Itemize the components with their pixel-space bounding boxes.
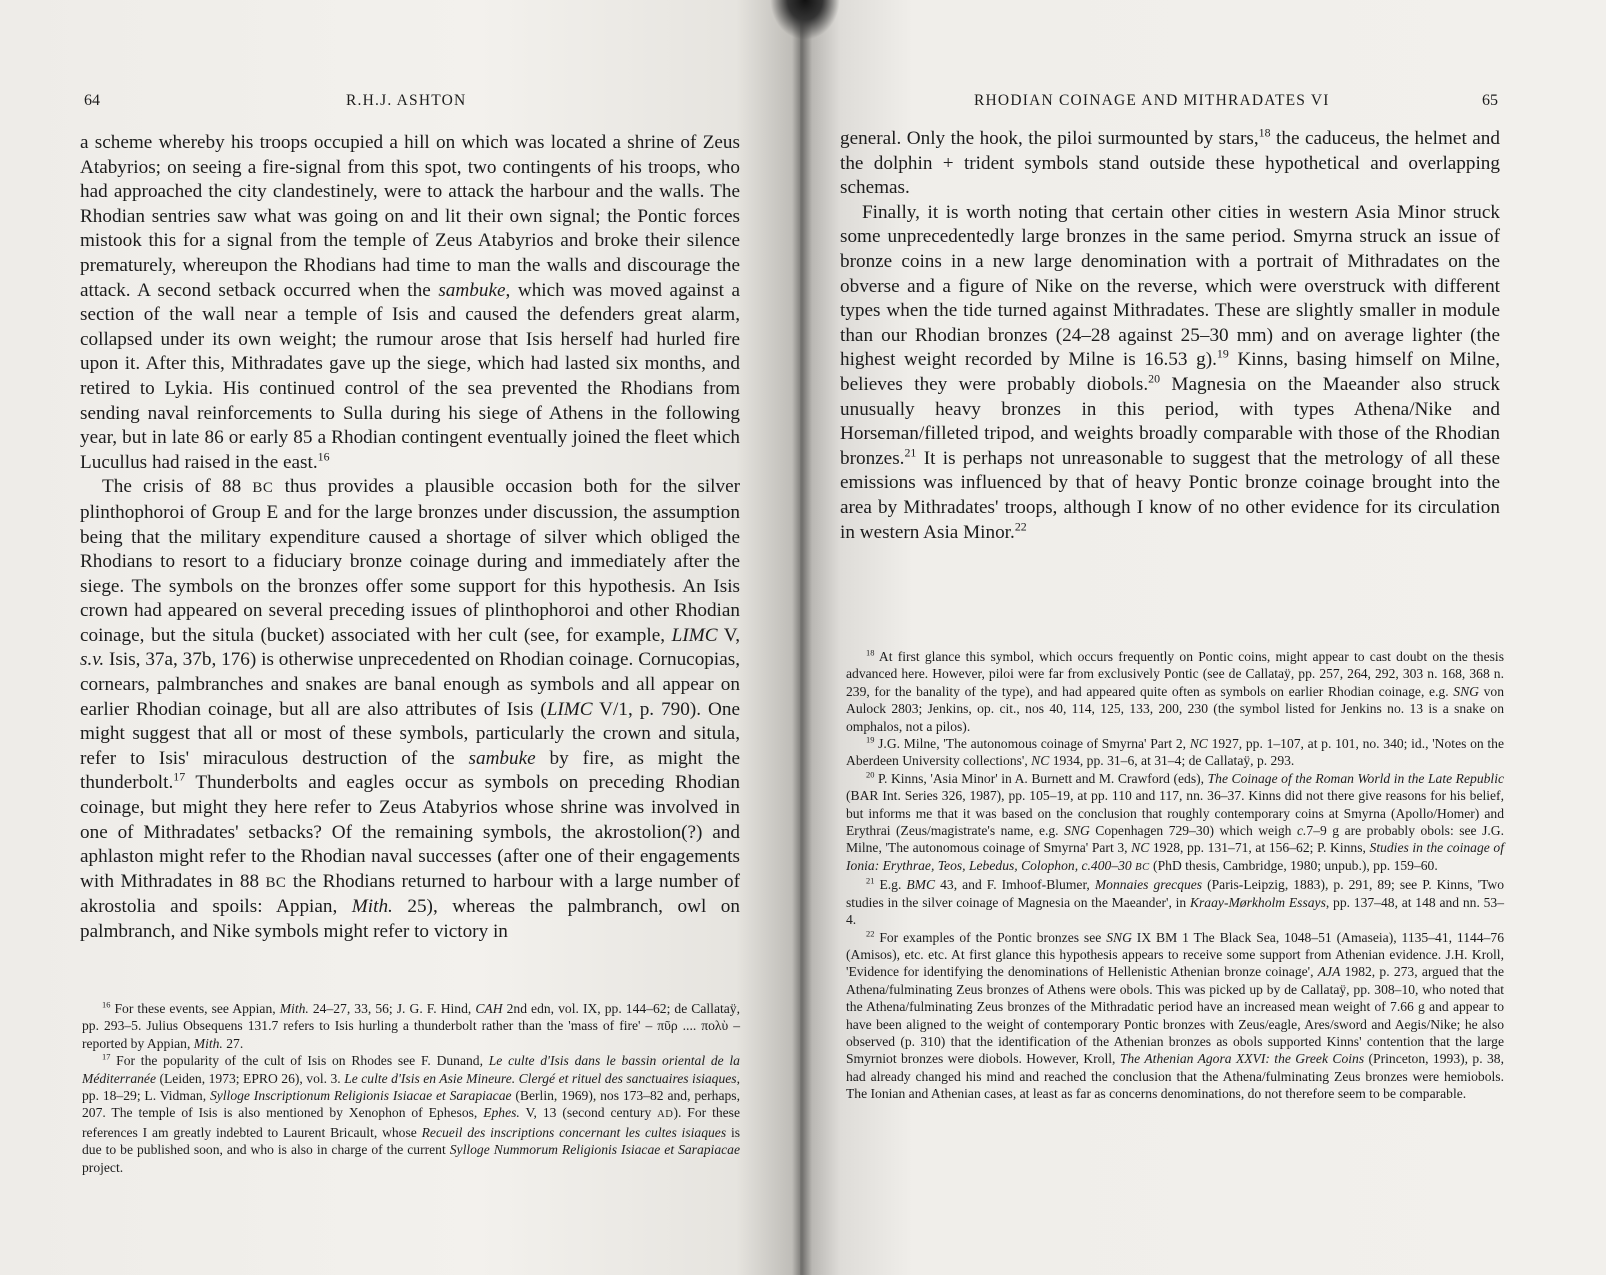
text-run: sambuke [438,279,506,301]
text-run: 1982, p. 273, argued that the Athena/fulminating Zeus bronzes of Athens were obols. This was picked up by de Callataÿ, pp. 308–10, who noted that the Athena/fulminating Zeus bronzes of the Mithradatic period have an increased mean weight of 7.66 g and appear to have been aligned to the weight of contemporary Pontic bronzes with Zeus/eagle, Ares/sword and Aegis/Nike; he also observed (p. 310) that the identification of the Athenian bronzes as obols supported Kinns' contention that the large Smyrniot bronzes were diobols. However, Kroll, [846,964,1504,1067]
footnote-marker: 22 [866,927,875,938]
footnote [846,648,1504,735]
text-run: Recueil des inscriptions concernant les cultes isiaques [421,1124,727,1140]
footnote [846,876,1504,928]
text-run: The Athenian Agora XXVI: the Greek Coins [1119,1051,1365,1067]
text-run: (BAR Int. Series 326, 1987), pp. 105–19, at pp. 110 and 117, nn. 36–37. Kinns did not there give reasons for his belief, but informs me that it was based on the conclusion that roughly contemporary coins at Smyrna (Apollo/Homer) and Erythrai (Zeus/magistrate's name, e.g. [846,788,1504,839]
text-run: Kraay-Mørkholm Essays [1189,894,1326,910]
running-head: R.H.J. ASHTON [346,92,467,109]
text-run: Monnaies grecques [1094,877,1203,893]
footnote-marker: 22 [1014,519,1027,534]
running-head: RHODIAN COINAGE AND MITHRADATES VI [974,92,1330,109]
text-run: Kinns, basing himself on Milne, believes they were probably diobols. [840,349,1500,395]
text-run: Thunderbolts and eagles occur as symbols on preceding Rhodian coinage, but might they here refer to Zeus Atabyrios whose shrine was involved in one of Mithradates' setbacks? Of the remaining symbols, the akrostolion(?) and aphlaston might refer to the Rhodian naval successes (after one of their engagements with Mithradates in 88 [80,772,740,892]
text-run: the Rhodians returned to harbour with a large number of akrostolia and spoils: Appian, [80,870,741,918]
text-run: is due to be published soon, and who is also in charge of the current [82,1124,741,1158]
text-run: 27. [222,1035,244,1051]
text-run: (Berlin, 1969), nos 173–82 and, perhaps, 207. The temple of Isis is also mentioned by Xenophon of Ephesos, [82,1088,740,1121]
text-run: SNG [1453,683,1479,699]
text-run: Mith. [279,1001,309,1016]
text-run: 24–27, 33, 56; J. G. F. Hind, [308,1001,476,1016]
text-run: von Aulock 2803; Jenkins, op. cit., nos 40, 114, 125, 133, 200, 230 (the symbol listed for Jenkins no. 13 is a snake on omphalos, not a pilos). [846,683,1504,734]
text-run: V, 13 (second century [519,1105,658,1121]
text-run: 1927, pp. 1–107, at p. 101, no. 340; id., 'Notes on the Aberdeen University collections', [846,736,1505,769]
text-run: ). For these references I am greatly indebted to Laurent Bricault, whose [82,1105,740,1140]
text-run: IX BM 1 The Black Sea, 1048–51 (Amaseia), 1135–41, 1144–76 (Amisos), etc. etc. At first glance this hypothesis appears to receive some support from Athenian evidence. J.H. Kroll, 'Evidence for identifying the denominations of Hellenistic Athenian bronze coinage', [846,929,1504,980]
paragraph [840,201,1500,545]
text-run: NC [1131,840,1150,856]
text-run: Studies in the coinage of Ionia: Erythrae, Teos, Lebedus, Colophon, c.400–30 [846,840,1504,873]
text-run: c. [1296,823,1307,839]
text-run: For examples of the Pontic bronzes see [874,929,1107,945]
text-run: The Coinage of the Roman World in the Late Republic [1207,770,1505,786]
text-run: J.G. Milne, 'The autonomous coinage of Smyrna' Part 2, [874,736,1190,752]
text-run: Sylloge Nummorum Religionis Isiacae et Sarapiacae [449,1142,740,1158]
text-run: CAH [475,1001,503,1016]
text-run: 43, and F. Imhoof-Blumer, [935,877,1095,893]
text-run: (Leiden, 1973; EPRO 26), vol. 3. [155,1070,345,1086]
text-run: Le culte d'Isis en Asie Mineure. Clergé et rituel des sanctuaires isiaques [344,1070,737,1086]
left-page [0,0,800,1275]
text-run: At first glance this symbol, which occurs frequently on Pontic coins, might appear to cast doubt on the thesis advanced here. However, piloi were far from exclusively Pontic (see de Callataÿ, pp. 257, 264, 292, 303 n. 168, 368 n. 239, for the banality of the type), and had appeared quite often as symbols on earlier Rhodian coinage, e.g. [846,649,1504,699]
text-run: P. Kinns, 'Asia Minor' in A. Burnett and M. Crawford (eds), [874,770,1208,786]
text-run: The crisis of 88 [102,476,253,498]
footnote-marker: 16 [317,449,330,464]
text-run: LIMC [671,624,718,646]
footnote-marker: 16 [102,999,111,1010]
text-run: V/1, p. 790). One might suggest that all or most of these symbols, particularly the crown and situla, refer to Isis' miraculous destruction of the [80,698,740,769]
body-text [80,131,740,945]
footnote [82,1000,740,1052]
text-run: Mith. [351,896,393,918]
text-run: 1934, pp. 31–6, at 31–4; de Callataÿ, p. 293. [1049,753,1295,769]
right-page [800,0,1606,1275]
text-run: thus provides a plausible occasion both for the silver plinthophoroi of Group E and for the large bronzes under discussion, the assumption being that the military expenditure caused a shortage of silver which obliged the Rhodians to resort to a fiduciary bronze coinage during and immediately after the siege. The symbols on the bronzes offer some support for this hypothesis. An Isis crown had appeared on several preceding issues of plinthophoroi and other Rhodian coinage, but the situla (bucket) associated with her cult (see, for example, [80,476,740,646]
text-run: V, [717,624,740,646]
text-run: E.g. [874,877,907,893]
text-run: Isis, 37a, 37b, 176) is otherwise unprecedented on Rhodian coinage. Cornucopias, cornears, palmbranches and snakes are banal enough as symbols and all appear on earlier Rhodian coinage, but all are also attributes of Isis ( [80,649,740,720]
footnote-marker: 21 [904,445,917,460]
text-run: a scheme whereby his troops occupied a hill on which was located a shrine of Zeus Atabyrios; on seeing a fire-signal from this spot, two contingents of his troops, who had approached the city clandestinely, were to attack the harbour and the walls. The Rhodian sentries saw what was going on and lit their own signal; the Pontic forces mistook this for a signal from the temple of Zeus Atabyrios and broke their silence prematurely, whereupon the Rhodians had time to man the walls and discourage the attack. A second setback occurred when the [80,132,740,301]
text-run: sambuke [468,747,536,769]
text-run: 25), whereas the palmbranch, owl on palmbranch, and Nike symbols might refer to victory in [80,896,740,942]
spine-shadow [770,0,840,40]
body-text [840,127,1500,545]
text-run: (Paris-Leipzig, 1883), p. 291, 89; see P. Kinns, 'Two studies in the silver coinage of Magnesia on the Maeander', in [846,877,1504,910]
paragraph [840,127,1500,201]
text-run: Ephes. [483,1105,520,1121]
text-run: Le culte d'Isis dans le bassin oriental de la Méditerranée [82,1053,740,1086]
footnote-marker: 18 [866,647,875,658]
footnote-marker: 21 [866,875,875,886]
footnote [82,1052,740,1176]
text-run: For the popularity of the cult of Isis on Rhodes see F. Dunand, [110,1053,489,1069]
text-run: project. [82,1159,124,1175]
footnote-marker: 20 [866,769,875,780]
text-run: NC [1189,736,1208,752]
footnote [846,929,1504,1103]
text-run: BMC [906,877,936,893]
text-run: 7–9 g are probably obols: see J.G. Milne, 'The autonomous coinage of Smyrna' Part 3, [846,823,1504,856]
paragraph [80,475,740,944]
text-run: Mith. [193,1035,223,1051]
text-run: AJA [1317,964,1341,980]
footnote-marker: 20 [1148,371,1161,386]
footnotes [846,648,1504,1103]
text-run: (Princeton, 1993), p. 38, had already changed his mind and reached the conclusion that the Athena/fulminating Zeus bronzes were hemiobols. The Ionian and Athenian cases, at least as far as concerns denominations, do not therefore seem to be comparable. [846,1051,1504,1102]
text-run: 2nd edn, vol. IX, pp. 144–62; de Callataÿ, pp. 293–5. Julius Obsequens 131.7 refers to Isis hurling a thunderbolt rather than the 'mass of fire' – πῦρ .... πολὺ – reported by Appian, [82,1001,740,1051]
text-run: Magnesia on the Maeander also struck unusually heavy bronzes in this period, with types Athena/Nike and Horseman/filleted tripod, and weights broadly comparable with those of the Rhodian bronzes. [840,373,1501,469]
footnote-marker: 17 [173,770,186,785]
footnote [846,735,1504,770]
text-run: SNG [1064,823,1090,839]
text-run: BC [1135,861,1150,873]
text-run: 1928, pp. 131–71, at 156–62; P. Kinns, [1149,840,1370,856]
text-run: Copenhagen 729–30) which weigh [1089,823,1297,839]
text-run: Sylloge Inscriptionum Religionis Isiacae et Sarapiacae [209,1088,512,1104]
text-run: It is perhaps not unreasonable to suggest that the metrology of all these emissions was influenced by that of heavy Pontic bronze coinage brought into the area by Mithradates' troops, although I know of no other evidence for its circulation in western Asia Minor. [840,447,1500,543]
text-run: For these events, see Appian, [110,1001,280,1016]
book-gutter [792,0,812,1275]
text-run: Finally, it is worth noting that certain other cities in western Asia Minor struck some unprecedentedly large bronzes in the same period. Smyrna struck an issue of bronze coins in a new large denomination with a portrait of Mithradates on the obverse and a figure of Nike on the reverse, which were overstruck with different types when the tide turned against Mithradates. These are slightly smaller in module than our Rhodian bronzes (24–28 against 25–30 mm) and on average lighter (the highest weight recorded by Milne is 16.53 g). [840,201,1500,371]
text-run: BC [265,874,287,891]
footnote-marker: 19 [1216,346,1229,361]
text-run: , which was moved against a section of the wall near a temple of Isis and caused the defenders great alarm, collapsed under its own weight; the rumour arose that Isis herself had hurled fire upon it. After this, Mithradates gave up the siege, which had lasted six months, and retired to Lykia. His continued control of the sea prevented the Rhodians from sending naval reinforcements to Sulla during his siege of Athens in the following year, but in late 86 or early 85 a Rhodian contingent eventually joined the fleet which Lucullus had raised in the east. [80,279,741,473]
text-run: BC [252,480,274,497]
text-run: AD [657,1109,674,1121]
paragraph [80,131,740,475]
text-run: the caduceus, the helmet and the dolphin + trident symbols stand outside these hypothetical and overlapping schemas. [840,128,1500,199]
page-number: 64 [84,92,100,109]
text-run: s.v. [80,649,105,671]
footnotes [82,1000,740,1176]
text-run: , pp. 18–29; L. Vidman, [82,1070,741,1104]
text-run: by fire, as might the thunderbolt. [80,747,740,794]
page-number: 65 [1482,92,1498,109]
text-run: NC [1031,753,1050,769]
footnote-marker: 17 [102,1051,111,1062]
text-run: SNG [1106,929,1132,945]
footnote-marker: 18 [1258,125,1271,140]
footnote-marker: 19 [866,734,875,745]
text-run: LIMC [546,698,593,720]
text-run: general. Only the hook, the piloi surmounted by stars, [840,128,1259,149]
footnote [846,770,1504,876]
text-run: , pp. 137–48, at 148 and nn. 53–4. [846,894,1505,928]
text-run: (PhD thesis, Cambridge, 1980; unpub.), pp. 159–60. [1149,857,1438,873]
